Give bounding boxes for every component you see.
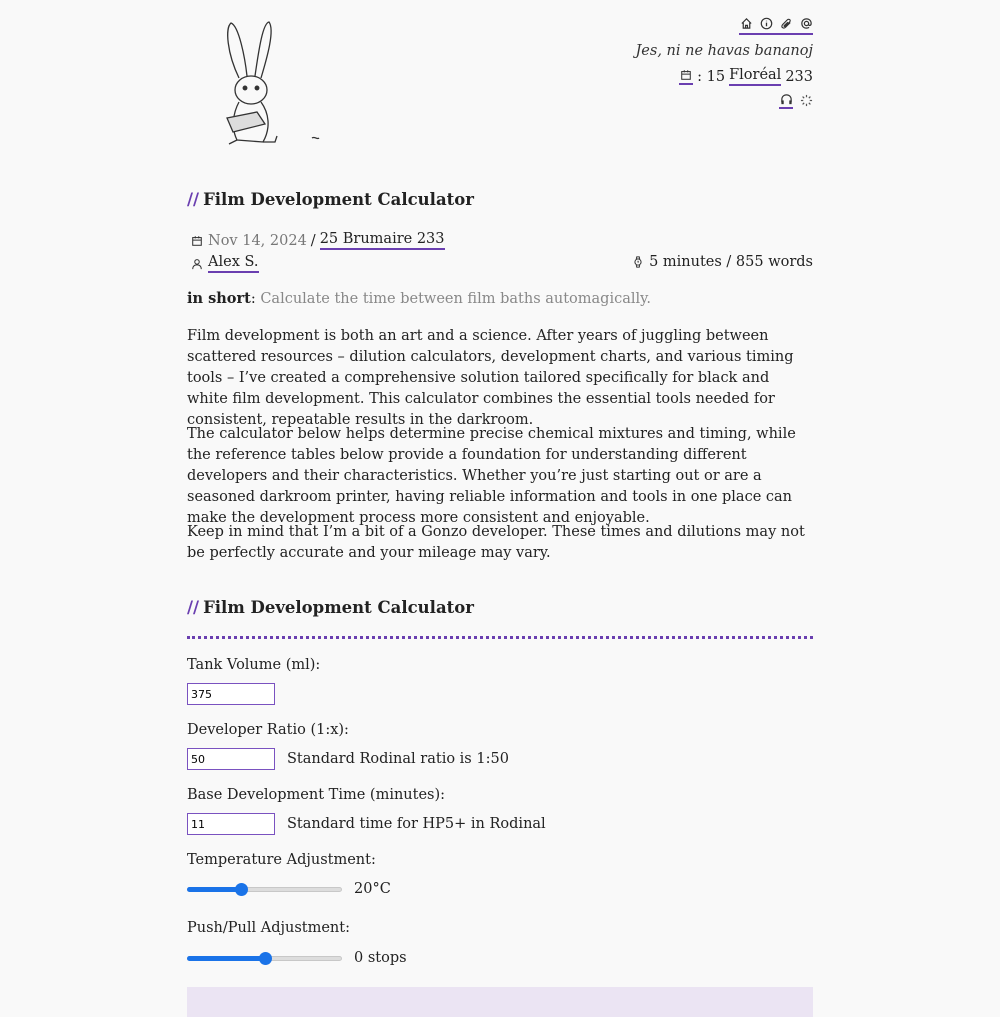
developer-ratio-input[interactable] xyxy=(187,748,275,770)
page xyxy=(187,0,813,1000)
push-pull-row xyxy=(187,950,407,966)
base-time-input[interactable] xyxy=(187,813,275,835)
article-summary: in short: Calculate the time between film baths automagically. xyxy=(187,290,652,307)
reading-stats-text: 5 minutes / 855 words xyxy=(649,254,813,270)
slider-thumb[interactable] xyxy=(235,883,248,896)
summary-text: Calculate the time between film baths automagically. xyxy=(260,291,652,307)
calculator-title xyxy=(187,598,474,617)
push-pull-slider[interactable] xyxy=(187,953,342,963)
header-date-month-link[interactable]: Floréal xyxy=(729,67,781,86)
tank-volume-label: Tank Volume (ml): xyxy=(187,657,321,673)
slider-fill xyxy=(187,887,241,892)
header-right xyxy=(635,16,813,109)
result-panel xyxy=(187,987,813,1017)
calendar-icon xyxy=(190,234,204,248)
article-author xyxy=(190,254,259,273)
at-icon[interactable] xyxy=(799,16,813,30)
article-date xyxy=(190,231,445,250)
nav-icons xyxy=(739,16,813,35)
title-slashes: // xyxy=(187,598,200,617)
developer-ratio-label: Developer Ratio (1:x): xyxy=(187,722,349,738)
watch-icon xyxy=(631,255,645,269)
site-header xyxy=(187,0,813,165)
article-date-republican-link[interactable]: 25 Brumaire 233 xyxy=(320,231,445,250)
audio-controls xyxy=(635,92,813,109)
article-title-text: Film Development Calculator xyxy=(203,190,474,209)
header-date-year: 233 xyxy=(785,68,813,85)
slider-fill xyxy=(187,956,265,961)
headphones-icon[interactable] xyxy=(779,92,793,109)
temperature-row xyxy=(187,881,391,897)
paperclip-icon[interactable] xyxy=(779,16,793,30)
calculator-title-text: Film Development Calculator xyxy=(203,598,474,617)
header-date xyxy=(635,67,813,86)
paragraph-disclaimer: Keep in mind that I’m a bit of a Gonzo developer. These times and dilutions may not be perfectly accurate and your mileage may vary. xyxy=(187,524,805,561)
info-icon[interactable] xyxy=(759,16,773,30)
site-tagline: Jes, ni ne havas bananoj xyxy=(635,43,813,59)
base-time-hint: Standard time for HP5+ in Rodinal xyxy=(287,816,546,832)
home-icon[interactable] xyxy=(739,16,753,30)
temperature-slider[interactable] xyxy=(187,884,342,894)
dotted-divider xyxy=(187,636,813,639)
base-time-row xyxy=(187,813,546,835)
base-time-label: Base Development Time (minutes): xyxy=(187,787,446,803)
author-link[interactable]: Alex S. xyxy=(208,254,259,273)
paragraph-calculator-description: The calculator below helps determine precise chemical mixtures and timing, while the reference tables below provide a foundation for understanding different developers and their characteristics. Whether you’re just starting out or are a seasoned darkroom printer, having reliable information and tools in one place can make the development process more consistent and enjoyable. xyxy=(187,426,796,526)
summary-label: in short xyxy=(187,290,251,307)
tank-volume-row xyxy=(187,683,275,705)
title-slashes: // xyxy=(187,190,200,209)
developer-ratio-row xyxy=(187,748,509,770)
slider-thumb[interactable] xyxy=(259,952,272,965)
reading-stats xyxy=(631,254,813,270)
loading-spinner-icon xyxy=(799,94,813,108)
header-date-prefix: : 15 xyxy=(697,68,726,85)
paragraph-intro: Film development is both an art and a science. After years of juggling between scattered resources – dilution calculators, development charts, and various timing tools – I’ve created a comprehensive solution tailored specifically for black and white film development. This calculator combines the essential tools needed for consistent, repeatable results in the darkroom. xyxy=(187,328,794,428)
tank-volume-input[interactable] xyxy=(187,683,275,705)
article-date-gregorian: Nov 14, 2024 xyxy=(208,232,307,249)
temperature-value: 20°C xyxy=(354,881,391,897)
article-title xyxy=(187,190,474,209)
user-icon xyxy=(190,257,204,271)
temperature-label: Temperature Adjustment: xyxy=(187,852,376,868)
push-pull-label: Push/Pull Adjustment: xyxy=(187,920,350,936)
rabbit-logo[interactable] xyxy=(217,18,327,153)
push-pull-value: 0 stops xyxy=(354,950,407,966)
date-separator: / xyxy=(310,232,316,249)
developer-ratio-hint: Standard Rodinal ratio is 1:50 xyxy=(287,751,509,767)
calendar-icon xyxy=(679,68,693,85)
